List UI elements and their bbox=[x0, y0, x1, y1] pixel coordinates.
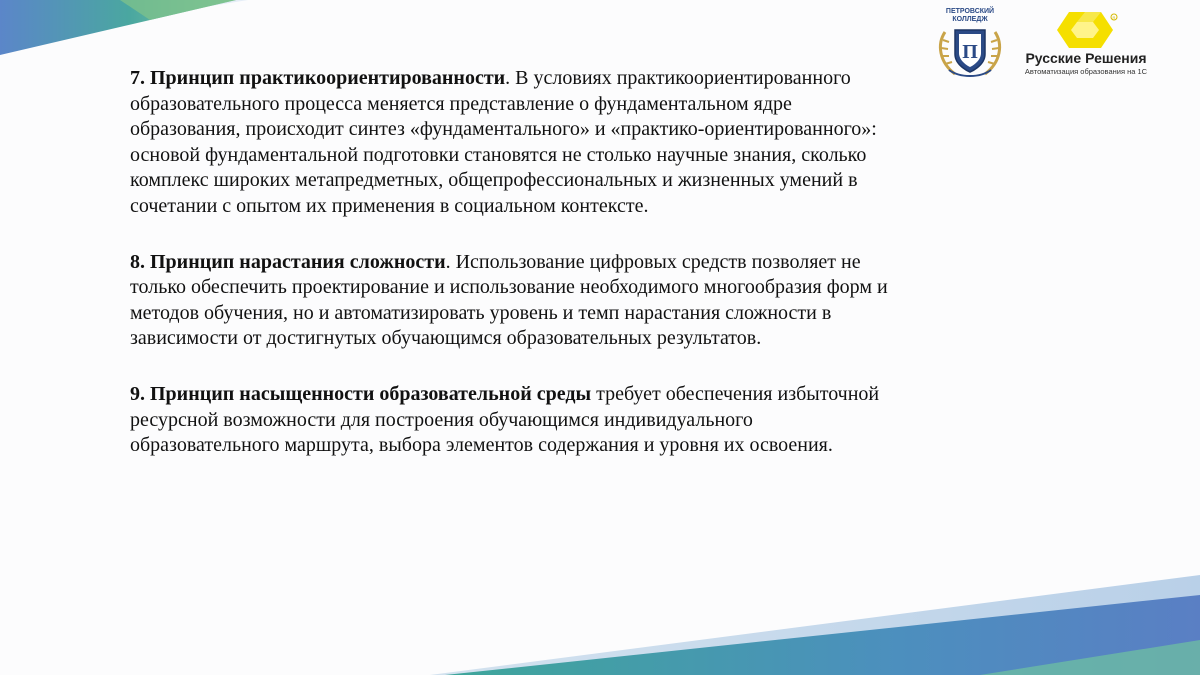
principle-9-paragraph bbox=[130, 382, 890, 459]
principle-8-heading: 8. Принцип нарастания сложности bbox=[130, 250, 446, 273]
top-left-gradient-band bbox=[0, 0, 236, 55]
russkie-resheniya-subtitle: Автоматизация образования на 1С bbox=[1024, 67, 1148, 76]
russkie-resheniya-cube-icon bbox=[1051, 10, 1121, 50]
russkie-resheniya-logo bbox=[1022, 8, 1150, 76]
college-name-line2: КОЛЛЕДЖ bbox=[952, 16, 988, 23]
principle-7-paragraph bbox=[130, 66, 890, 220]
principle-7-text: . В условиях практикоориентированного образовательного процесса меняется представление о фундаментальном ядре образования, происходит синтез «фундаментального» и «практико-ориентированного»: основой фундаментальной подготовки становятся не столько научные знания, сколько комплекс широких метапредметных, общепрофессиональных и жизненных умений в сочетании с опытом их применения в социальном контексте. bbox=[130, 67, 877, 217]
principle-8-text: . Использование цифровых средств позволяет не только обеспечить проектирование и использование необходимого многообразия форм и методов обучения, но и автоматизировать уровень и темп нарастания сложности в зависимости от достигнутых обучающимся образовательных результатов. bbox=[130, 250, 888, 350]
slide-body bbox=[130, 66, 890, 489]
college-crest-icon bbox=[935, 24, 1005, 80]
petrovsky-college-logo bbox=[930, 8, 1010, 80]
svg-text:П: П bbox=[962, 41, 978, 63]
svg-text:R: R bbox=[1112, 15, 1116, 20]
logo-group bbox=[930, 8, 1150, 80]
principle-8-paragraph bbox=[130, 250, 890, 352]
principle-9-text: требует обеспечения избыточной ресурсной возможности для построения обучающимся индивидуального образовательного маршрута, выбора элементов содержания и уровня их освоения. bbox=[130, 382, 880, 457]
principle-9-heading: 9. Принцип насыщенности образовательной среды bbox=[130, 382, 592, 405]
russkie-resheniya-title: Русские Решения bbox=[1025, 50, 1147, 66]
college-name-line1: ПЕТРОВСКИЙ bbox=[945, 8, 995, 15]
principle-7-heading: 7. Принцип практикоориентированности bbox=[130, 67, 506, 89]
